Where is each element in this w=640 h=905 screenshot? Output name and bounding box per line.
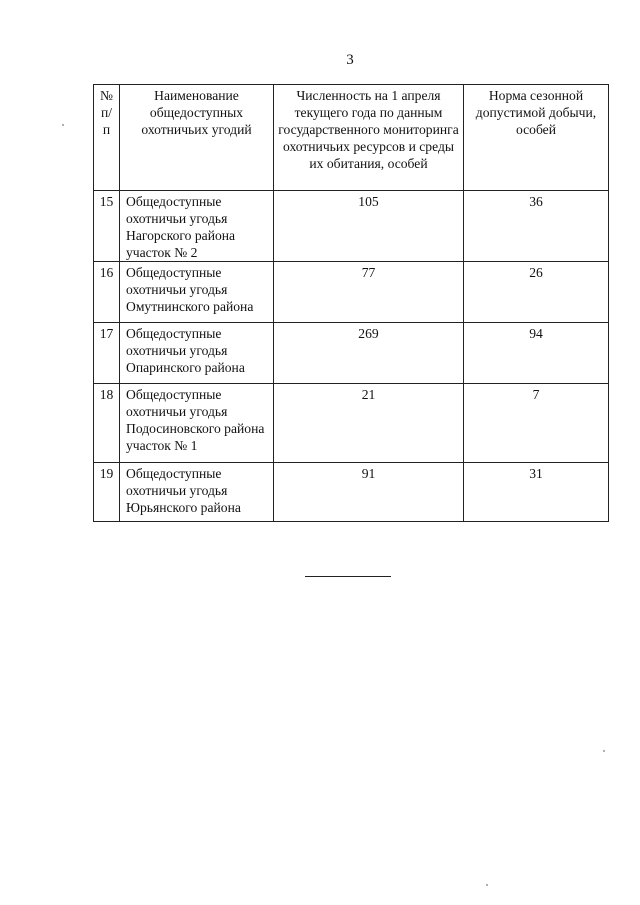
scan-speck bbox=[603, 750, 605, 752]
scan-speck bbox=[62, 124, 64, 126]
header-name: Наименование общедоступных охотничьих угодий bbox=[120, 85, 274, 191]
page-number: 3 bbox=[346, 52, 354, 68]
scan-speck bbox=[486, 884, 488, 886]
row-num: 18 bbox=[94, 384, 120, 463]
row-name: Общедоступные охотничьи угодья Омутнинского района bbox=[120, 262, 274, 323]
row-name: Общедоступные охотничьи угодья Опаринского района bbox=[120, 323, 274, 384]
hunting-quota-table bbox=[93, 84, 609, 522]
row-num: 19 bbox=[94, 463, 120, 522]
header-num: № п/п bbox=[94, 85, 120, 191]
row-num: 15 bbox=[94, 191, 120, 262]
row-norm: 36 bbox=[464, 191, 609, 262]
row-name: Общедоступные охотничьи угодья Подосиновского района участок № 1 bbox=[120, 384, 274, 463]
end-of-document-rule bbox=[305, 576, 391, 577]
row-count: 91 bbox=[274, 463, 464, 522]
row-num: 17 bbox=[94, 323, 120, 384]
row-name: Общедоступные охотничьи угодья Нагорского района участок № 2 bbox=[120, 191, 274, 262]
table-header-row bbox=[94, 85, 609, 191]
table-row bbox=[94, 262, 609, 323]
row-norm: 7 bbox=[464, 384, 609, 463]
table-row bbox=[94, 384, 609, 463]
table-row bbox=[94, 323, 609, 384]
row-count: 105 bbox=[274, 191, 464, 262]
row-norm: 26 bbox=[464, 262, 609, 323]
row-norm: 94 bbox=[464, 323, 609, 384]
row-count: 21 bbox=[274, 384, 464, 463]
header-count: Численность на 1 апреля текущего года по данным государственного мониторинга охотничьих ресурсов и среды их обитания, особей bbox=[274, 85, 464, 191]
row-count: 269 bbox=[274, 323, 464, 384]
header-norm: Норма сезонной допустимой добычи, особей bbox=[464, 85, 609, 191]
row-count: 77 bbox=[274, 262, 464, 323]
table-row bbox=[94, 191, 609, 262]
row-name: Общедоступные охотничьи угодья Юрьянского района bbox=[120, 463, 274, 522]
row-norm: 31 bbox=[464, 463, 609, 522]
table-row bbox=[94, 463, 609, 522]
row-num: 16 bbox=[94, 262, 120, 323]
